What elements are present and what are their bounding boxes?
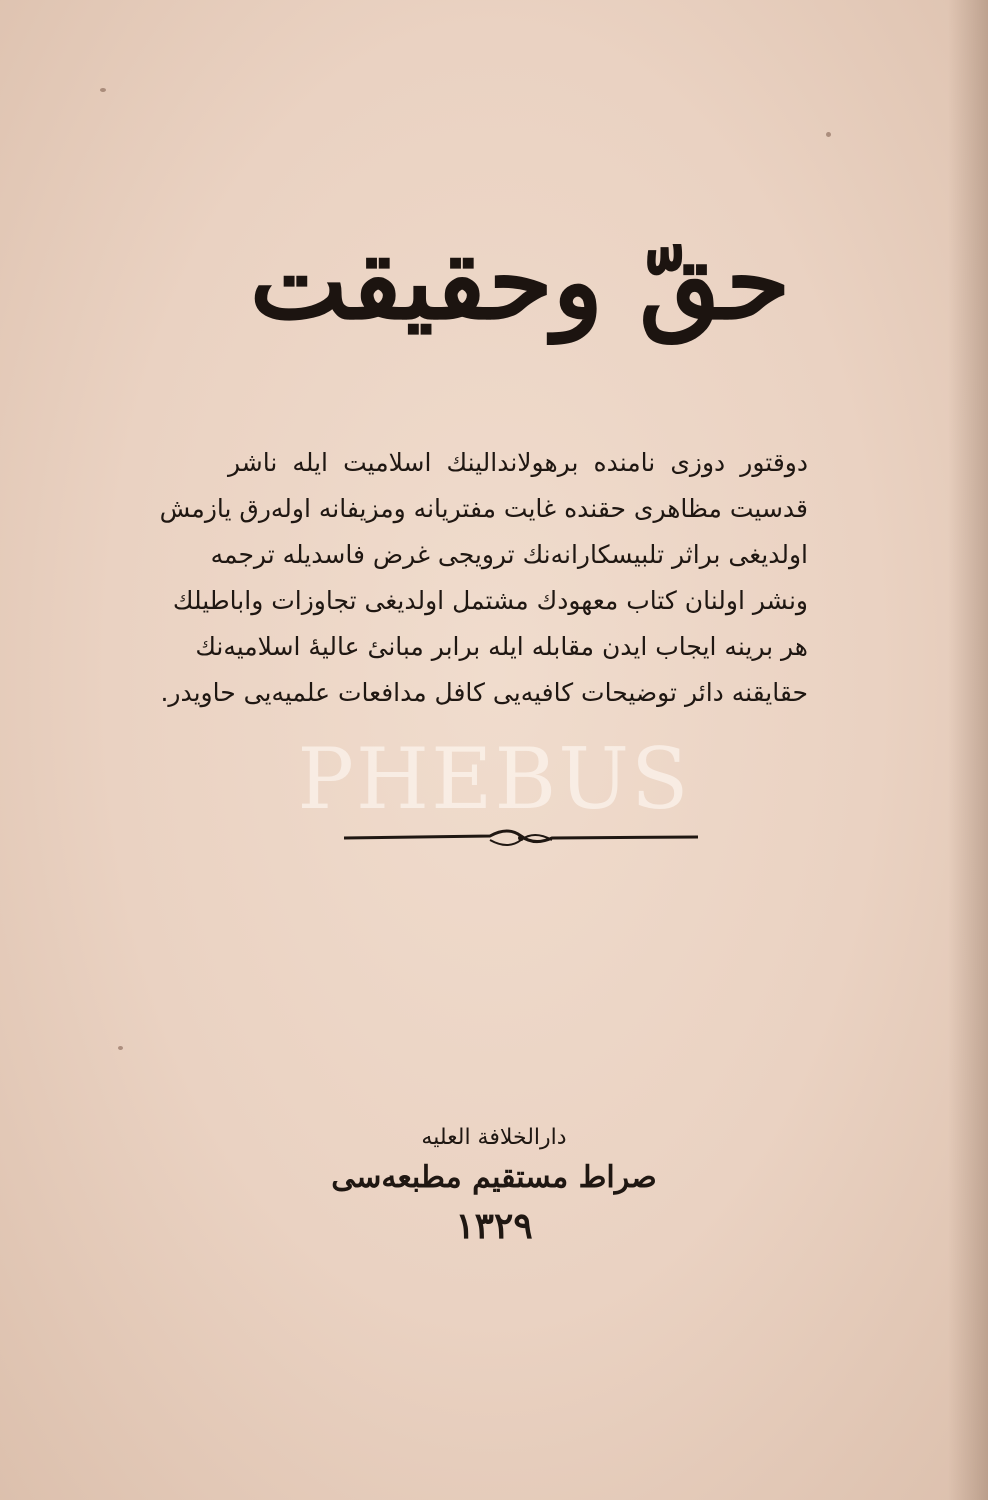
paper-speck [826,132,831,137]
description-line: هر برینه ایجاب ایدن مقابله ایله برابر مبانیٔ عالیهٔ اسلامیه‌نك [195,632,808,661]
divider-ornament [340,818,702,858]
imprint-year: ١٣٢٩ [455,1205,533,1247]
imprint-place: دارالخلافة العلیه [421,1125,567,1150]
description-line: ونشر اولنان کتاب معهودك مشتمل اولدیغی تجاوزات واباطیلك [172,586,808,615]
description-line: دوقتور دوزی نامنده برهولاندالینك اسلامیت ایله ناشر [228,448,808,477]
watermark: PHEBUS [297,730,691,828]
description-line: اولدیغی براثر تلبیسکارانه‌نك ترویجی غرض فاسدیله ترجمه [210,540,808,569]
imprint-press: صراط مستقیم مطبعه‌سی [331,1160,657,1195]
paper-speck [118,1046,123,1050]
book-title: حقّ وحقیقت [249,220,791,343]
description-block [159,440,808,716]
description-line: حقایقنه دائر توضیحات کافیه‌یی کافل مدافعات علمیه‌یی حاویدر. [160,678,808,707]
description-line: قدسیت مظاهری حقنده غایت مفتریانه ومزیفانه اوله‌رق یازمش [159,494,808,523]
paper-speck [100,88,106,92]
